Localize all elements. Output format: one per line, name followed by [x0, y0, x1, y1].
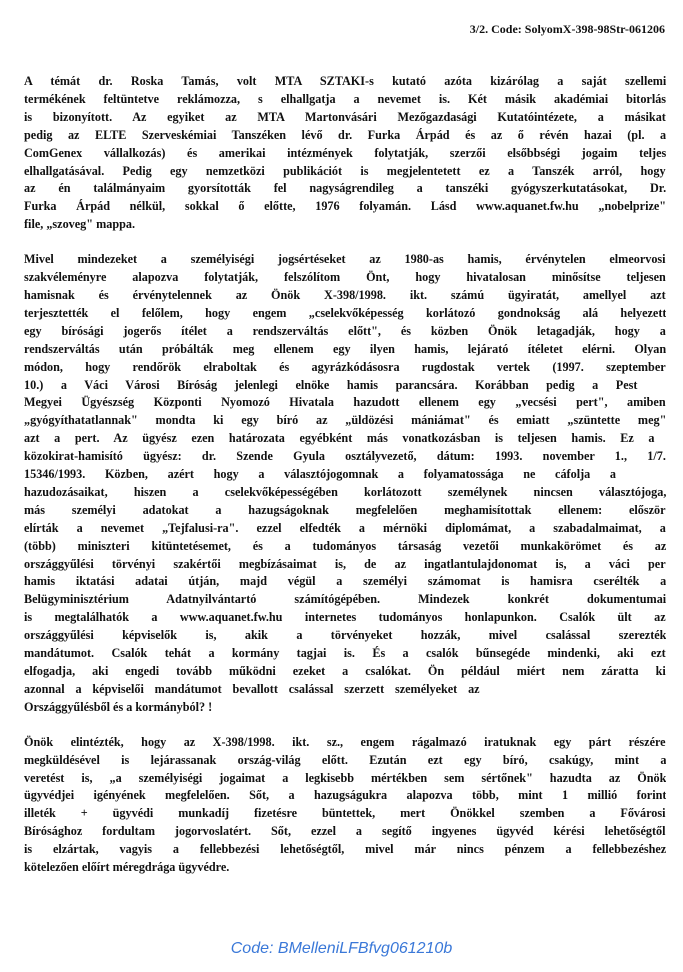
text-line: hamisnak és érvénytelennek az Önök X-398/1998. ikt. számú ügyiratát, amellyel azt — [24, 287, 666, 302]
text-line: országgyűlési képviselők is, akik a törvényeket hozzák, mivel csalással szerezték — [24, 628, 666, 643]
text-line: egy bírósági jogerős ítélet a rendszerváltás előtt", és közben Önök letagadják, hogy a — [24, 323, 666, 338]
text-line: hazudozásaikat, hiszen a cselekvőképességében korlátozott személynek nincsen választójoga, — [24, 484, 666, 499]
text-line: Országgyűlésből és a kormányból? ! — [24, 699, 213, 714]
text-line: Mivel mindezeket a személyiségi jogsértéseket az 1980-as hamis, érvénytelen elmeorvosi — [24, 252, 666, 267]
text-line: szakvéleményre alapozva folytatják, felszólítom Önt, hogy hivatalosan minősítse teljesen — [24, 270, 666, 285]
text-line: is bizonyított. Az egyiket az MTA Martonvásári Mezőgazdasági Kutatóintézete, a másikat — [24, 109, 666, 124]
text-line: Önök elintézték, hogy az X-398/1998. ikt. sz., engem rágalmazó iratuknak egy párt részére — [24, 734, 666, 749]
paragraph-1 — [24, 73, 666, 234]
text-line: más személyi adatokat a hazugságoknak megfelelően meghamisítottak ellenem: először — [24, 502, 666, 517]
text-line: is megtalálhatók a www.aquanet.fw.hu internetes tudományos honlapunkon. Csalók ült az — [24, 610, 666, 625]
text-line: is elzártak, vagyis a fellebbezési lehetőségtől, mivel már nincs pénzem a fellebbezéshez — [24, 842, 666, 857]
text-line: Belügyminisztérium Adatnyilvántartó számítógépében. Mindezek konkrét dokumentumai — [24, 592, 666, 607]
text-line: országgyűlési törvényi szakértői megbízásaimat is, de az ingatlantulajdonomat is, a váci per — [24, 556, 666, 571]
text-line: „gyógyíthatatlannak" mondta ki egy bíró az „üldözési mániámat" és emiatt „szüntette meg" — [24, 413, 666, 428]
footer-code: Code: BMelleniLFBfvg061210b — [230, 940, 453, 957]
text-line: terjesztették el felőlem, hogy engem „cselekvőképesség korlátozó gondnokság alá helyezett — [24, 305, 666, 320]
text-line: veretést is, „a személyiségi jogaimat a legkisebb mértékben sem sértőnek" hazudta az Önök — [24, 770, 666, 785]
text-line: Bírósághoz fordultam jogorvoslatért. Sőt, ezzel a segítő ingyenes ügyvéd kérési lehetőségtől — [24, 824, 666, 839]
text-line: 15346/1993. Közben, azért hogy a választójogomnak a folyamatossága ne cáfolja a — [24, 467, 617, 482]
paragraph-3 — [24, 734, 666, 877]
text-line: megküldésével is lejárassanak ország-világ előtt. Ezután ezt egy bíró, csakúgy, mint a — [24, 752, 666, 767]
document-code-header: 3/2. Code: SolyomX-398-98Str-061206 — [469, 22, 665, 36]
text-line: (több) miniszteri kitüntetésemet, és a tudományos társaság vezetői munkakörömet és az — [24, 538, 666, 553]
text-line: rendszerváltás után próbálták meg ellenem egy ilyen hamis, lejárató ítéletet elérni. Olyan — [24, 341, 666, 356]
text-line: elírták a nevemet „Tejfalusi-ra". ezzel elfedték a mérnöki diplomámat, a szabadalmaimat, a — [24, 520, 666, 535]
text-line: azonnal a képviselői mandátumot bevallott csalással szerzett személyeket az — [24, 681, 480, 696]
text-line: A témát dr. Roska Tamás, volt MTA SZTAKI-s kutató azóta kizárólag a saját szellemi — [24, 74, 666, 88]
text-line: illeték + ügyvédi munkadíj fizetésre büntettek, mert Önökkel szemben a Fővárosi — [24, 806, 666, 821]
text-line: termékének feltüntetve reklámozza, s elhallgatja a nevemet is. Két másik akadémiai bitorlás — [24, 91, 666, 106]
text-line: azt a pert. Az ügyész ezen határozata egyébként más vonatkozásban is teljesen hamis. Ez a — [24, 431, 655, 446]
text-line: mandátumot. Csalók tehát a kormány tagjai is. És a csalók bűnsegéde mindenki, aki ezt — [24, 646, 666, 661]
text-line: közokirat-hamisító ügyész: dr. Szende Gyula osztályvezető, dátum: 1993. november 1., 1/7. — [24, 449, 666, 464]
paragraph-2 — [24, 251, 666, 717]
text-line: file, „szoveg" mappa. — [24, 217, 136, 232]
document-body — [24, 73, 666, 877]
text-line: elfogadja, aki engedi tovább működni ezeket a csalókat. Ön például miért nem záratta ki — [24, 664, 666, 678]
text-line: az én találmányaim gyorsították fel nagyságrendileg a tanszéki gyógyszerkutatásokat, Dr. — [24, 181, 666, 196]
text-line: Megyei Ügyészség Központi Nyomozó Hivatala hazudott ellenem egy „vecsési pert", amiben — [24, 395, 666, 410]
text-line: elhallgatásával. Pedig egy nemzetközi publikációt is megjelentetett ez a Tanszék arról, hogy — [24, 163, 666, 178]
text-line: hamis iktatási adatai útján, majd végül a személyi számomat is hamisra cserélték a — [24, 574, 666, 589]
text-line: Furka Árpád nélkül, sokkal ő előtte, 1976 folyamán. Lásd www.aquanet.fw.hu „nobelprize" — [24, 199, 666, 214]
text-line: kötelezően előírt méregdrága ügyvédre. — [24, 860, 230, 875]
text-line: módon, hogy rendőrök elraboltak és agyrázkódásosra rugdostak vertek (1997. szeptember — [24, 359, 666, 374]
text-line: ComGenex vállalkozás) és amerikai intézmények folytatják, szerzői elsőbbségi jogaim teljes — [24, 145, 666, 160]
text-line: 10.) a Váci Városi Bíróság jelenlegi elnöke hamis parancsára. Korábban pedig a Pest — [24, 377, 638, 392]
text-line: pedig az ELTE Szerveskémiai Tanszéken lévő dr. Furka Árpád és az ő révén hazai (pl. a — [24, 127, 666, 142]
text-line: ügyvédjei igényének megfelelően. Sőt, a hazugságukra alapozva több, mint 1 millió forint — [24, 788, 666, 803]
